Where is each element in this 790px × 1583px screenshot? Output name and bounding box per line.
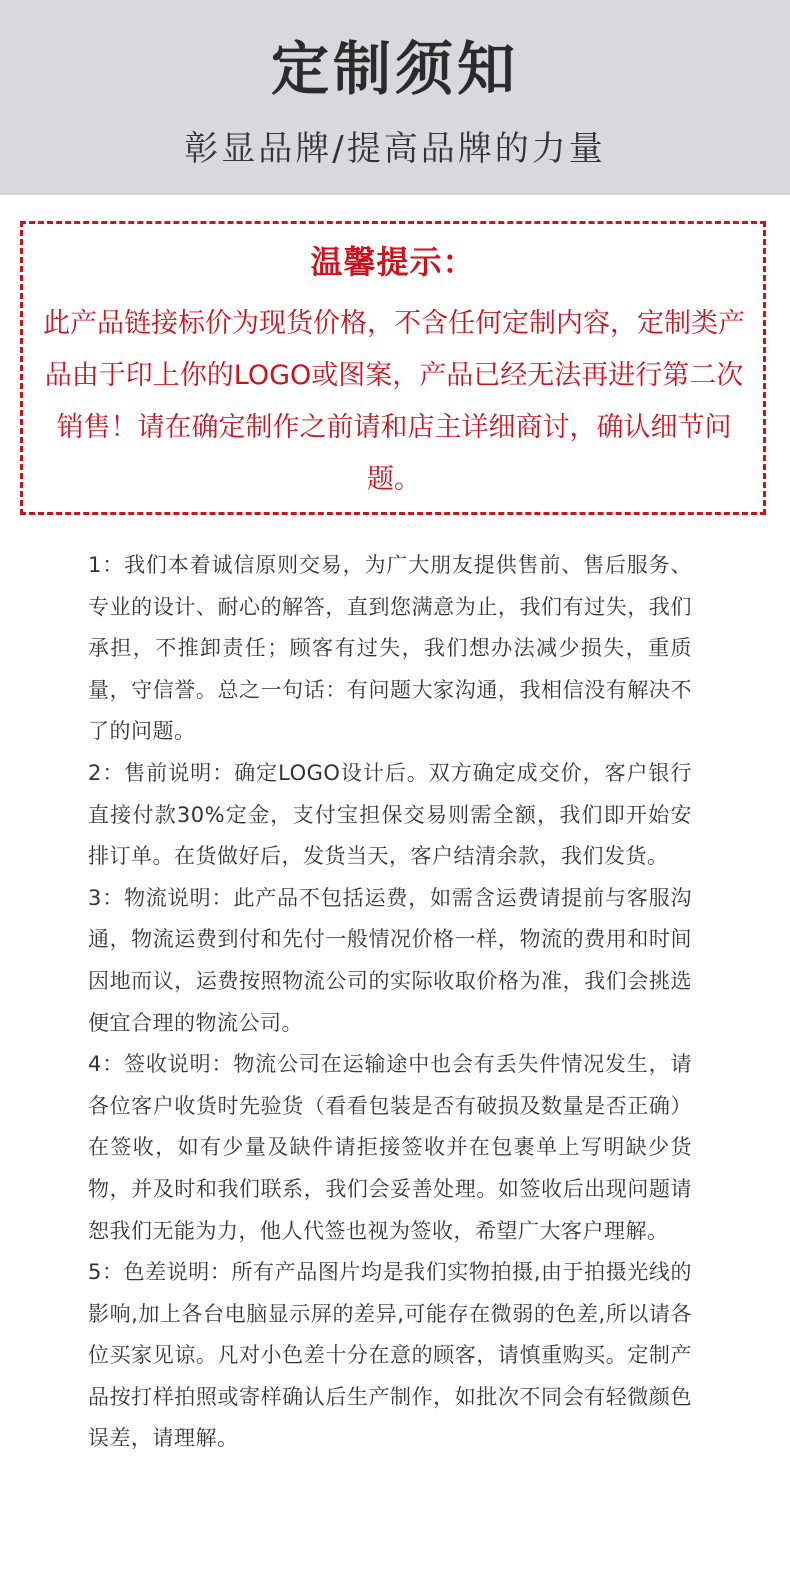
page-title: 定制须知 (270, 35, 519, 103)
notice-title: 温馨提示： (310, 243, 476, 281)
rules-list (88, 545, 692, 1460)
header-banner (0, 0, 790, 195)
rule-item-2: 2：售前说明：确定LOGO设计后。双方确定成交价，客户银行直接付款30%定金，支付宝担保交易则需全额，我们即开始安排订单。在货做好后，发货当天，客户结清余款，我们发货。 (88, 760, 692, 869)
rule-item-4: 4：签收说明：物流公司在运输途中也会有丢失件情况发生，请各位客户收货时先验货（看看包装是否有破损及数量是否正确）在签收，如有少量及缺件请拒接签收并在包裹单上写明缺少货物，并及时和我们联系，我们会妥善处理。如签收后出现问题请恕我们无能为力，他人代签也视为签收，希望广大客户理解。 (88, 1052, 692, 1243)
rule-item-5: 5：色差说明：所有产品图片均是我们实物拍摄,由于拍摄光线的影响,加上各台电脑显示屏的差异,可能存在微弱的色差,所以请各位买家见谅。凡对小色差十分在意的顾客，请慎重购买。定制产品按打样拍照或寄样确认后生产制作，如批次不同会有轻微颜色误差，请理解。 (88, 1260, 692, 1451)
rule-item-3: 3：物流说明：此产品不包括运费，如需含运费请提前与客服沟通，物流运费到付和先付一般情况价格一样，物流的费用和时间因地而议，运费按照物流公司的实际收取价格为准，我们会挑选便宜合理的物流公司。 (88, 885, 692, 1035)
notice-body: 此产品链接标价为现货价格，不含任何定制内容，定制类产品由于印上你的LOGO或图案，产品已经无法再进行第二次销售！请在确定制作之前请和店主详细商讨，确认细节问题。 (43, 308, 745, 495)
page-subtitle: 彰显品牌/提高品牌的力量 (184, 129, 606, 169)
rule-item-1: 1：我们本着诚信原则交易，为广大朋友提供售前、售后服务、专业的设计、耐心的解答，直到您满意为止，我们有过失，我们承担，不推卸责任；顾客有过失，我们想办法减少损失，重质量，守信誉。总之一句话：有问题大家沟通，我相信没有解决不了的问题。 (88, 553, 692, 744)
warm-notice-box (20, 221, 766, 515)
